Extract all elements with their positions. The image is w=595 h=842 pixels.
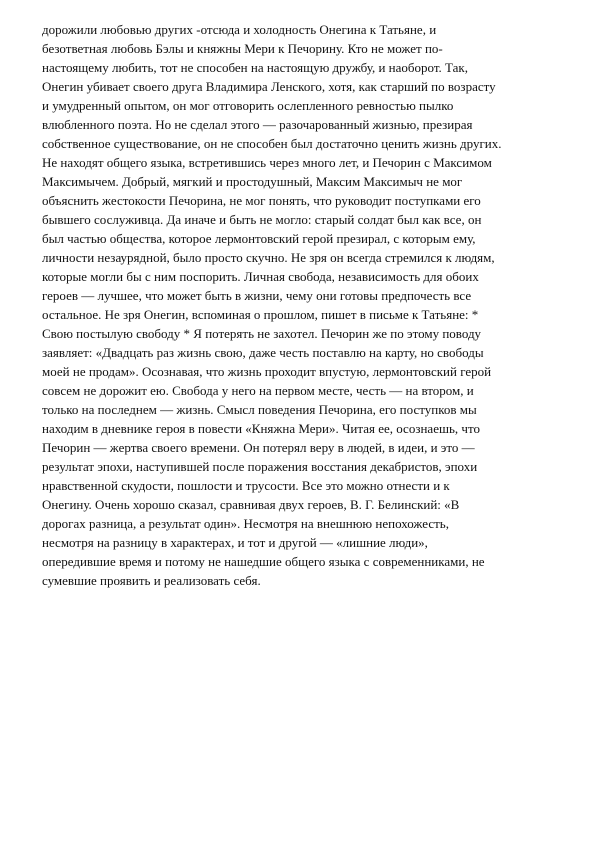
text-line: Печорин — жертва своего времени. Он потерял веру в людей, в идеи, и это —: [42, 440, 475, 455]
text-line: бывшего сослуживца. Да иначе и быть не могло: старый солдат был как все, он: [42, 212, 482, 227]
text-line: сумевшие проявить и реализовать себя.: [42, 573, 261, 588]
text-line: опередившие время и потому не нашедшие общего языка с современниками, не: [42, 554, 485, 569]
text-line: личности незаурядной, было просто скучно. Не зря он всегда стремился к людям,: [42, 250, 495, 265]
text-line: дорогах разница, а результат один». Несмотря на внешнюю непохожесть,: [42, 516, 449, 531]
text-line: объяснить жестокости Печорина, не мог понять, что руководит поступками его: [42, 193, 481, 208]
text-line: только на последнем — жизнь. Смысл поведения Печорина, его поступков мы: [42, 402, 477, 417]
text-line: Свою постылую свободу * Я потерять не захотел. Печорин же по этому поводу: [42, 326, 482, 341]
text-line: нравственной скудости, пошлости и трусости. Все это можно отнести и к: [42, 478, 450, 493]
text-line: собственное существование, он не способен был достаточно ценить жизнь других.: [42, 136, 502, 151]
essay-text: [42, 20, 557, 590]
text-line: остальное. Не зря Онегин, вспоминая о прошлом, пишет в письме к Татьяне: *: [42, 307, 479, 322]
text-line: совсем не дорожит ею. Свобода у него на первом месте, честь — на втором, и: [42, 383, 474, 398]
text-line: Онегин убивает своего друга Владимира Ленского, хотя, как старший по возрасту: [42, 79, 496, 94]
text-line: настоящему любить, тот не способен на настоящую дружбу, и наоборот. Так,: [42, 60, 468, 75]
text-line: безответная любовь Бэлы и княжны Мери к Печорину. Кто не может по-: [42, 41, 443, 56]
text-line: которые могли бы с ним поспорить. Личная свобода, независимость для обоих: [42, 269, 479, 284]
text-line: несмотря на разницу в характерах, и тот и другой — «лишние люди»,: [42, 535, 428, 550]
text-line: Максимычем. Добрый, мягкий и простодушный, Максим Максимыч не мог: [42, 174, 463, 189]
text-line: результат эпохи, наступившей после поражения восстания декабристов, эпохи: [42, 459, 478, 474]
text-line: заявляет: «Двадцать раз жизнь свою, даже честь поставлю на карту, но свободы: [42, 345, 484, 360]
text-line: дорожили любовью других -отсюда и холодность Онегина к Татьяне, и: [42, 22, 437, 37]
text-line: и умудренный опытом, он мог отговорить ослепленного ревностью пылко: [42, 98, 454, 113]
text-line: находим в дневнике героя в повести «Княжна Мери». Читая ее, осознаешь, что: [42, 421, 480, 436]
text-line: Онегину. Очень хорошо сказал, сравнивая двух героев, В. Г. Белинский: «В: [42, 497, 460, 512]
text-line: Не находят общего языка, встретившись через много лет, и Печорин с Максимом: [42, 155, 492, 170]
text-line: моей не продам». Осознавая, что жизнь проходит впустую, лермонтовский герой: [42, 364, 492, 379]
text-line: был частью общества, которое лермонтовский герой презирал, с которым ему,: [42, 231, 476, 246]
text-line: героев — лучшее, что может быть в жизни, чему они готовы предпочесть все: [42, 288, 472, 303]
text-line: влюбленного поэта. Но не сделал этого — разочарованный жизнью, презирая: [42, 117, 473, 132]
